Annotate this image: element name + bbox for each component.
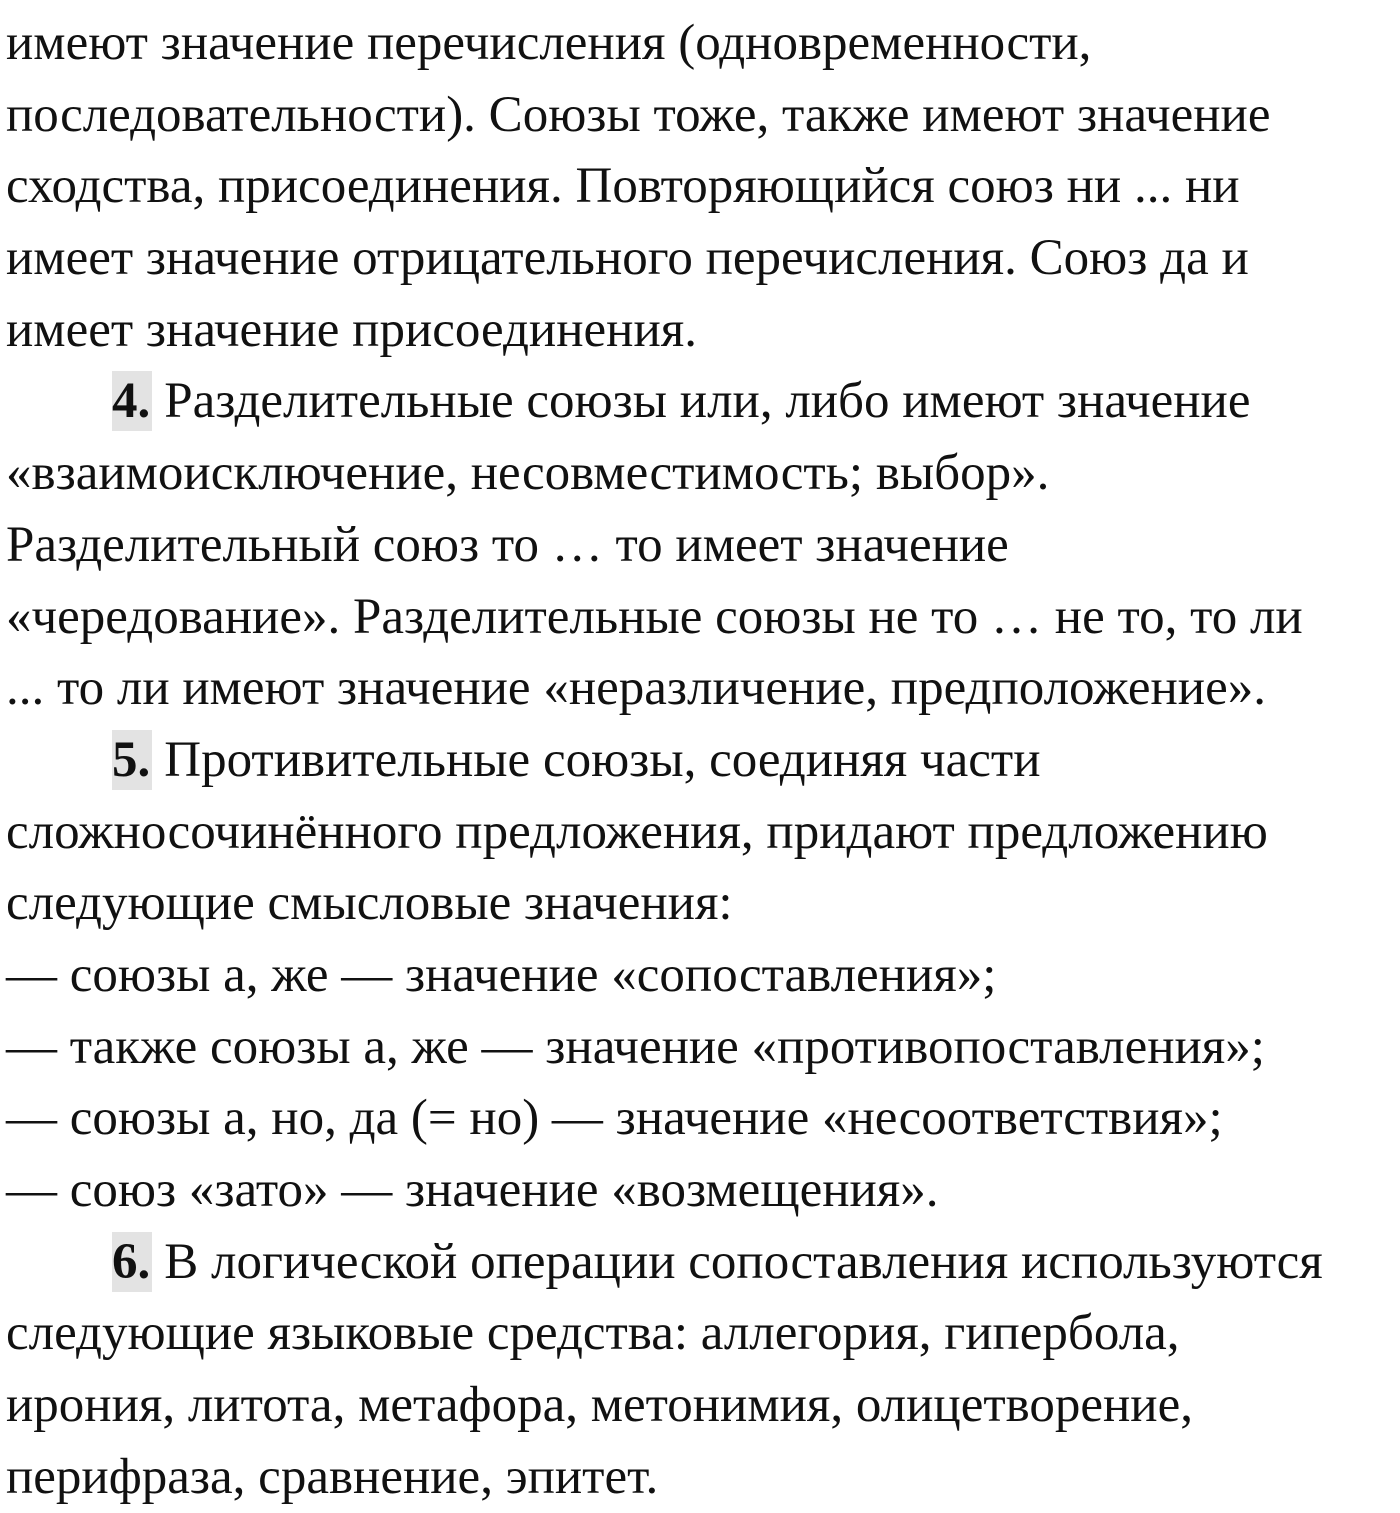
item-number-5: 5. — [112, 731, 151, 788]
text-line: последовательности). Союзы тоже, также имеют значение — [6, 86, 1271, 143]
text-line: «чередование». Разделительные союзы не то … не то, то ли — [6, 588, 1303, 645]
text-line: имеет значение отрицательного перечисления. Союз да и — [6, 230, 1249, 287]
text-line: В логической операции сопоставления используются — [164, 1233, 1323, 1290]
text-line: перифраза, сравнение, эпитет. — [6, 1448, 659, 1505]
list-item: — также союзы а, же — значение «противопоставления»; — [6, 1018, 1265, 1075]
paragraph-6-first-line — [6, 1227, 1400, 1299]
text-line: Разделительный союз то … то имеет значение — [6, 516, 1009, 573]
text-line: следующие смысловые значения: — [6, 875, 733, 932]
paragraph-4-first-line — [6, 366, 1400, 438]
item-number-4: 4. — [112, 373, 151, 430]
text-line: «взаимоисключение, несовместимость; выбор». — [6, 445, 1050, 502]
list-item: — союзы а, но, да (= но) — значение «несоответствия»; — [6, 1090, 1223, 1147]
text-line: имеют значение перечисления (одновременности, — [6, 15, 1092, 71]
text-line: ... то ли имеют значение «неразличение, предположение». — [6, 660, 1266, 717]
list-item: — союз «зато» — значение «возмещения». — [6, 1162, 939, 1218]
text-line: следующие языковые средства: аллегория, гипербола, — [6, 1305, 1180, 1362]
text-line: Разделительные союзы или, либо имеют значение — [164, 373, 1251, 430]
list-item: — союзы а, же — значение «сопоставления»; — [6, 946, 997, 1003]
item-number-6: 6. — [112, 1233, 151, 1290]
text-line: сложносочинённого предложения, придают предложению — [6, 803, 1268, 860]
text-line: сходства, присоединения. Повторяющийся союз ни ... ни — [6, 158, 1240, 215]
paragraph-5-first-line — [6, 725, 1400, 797]
text-line: Противительные союзы, соединяя части — [164, 731, 1041, 788]
text-line: ирония, литота, метафора, метонимия, олицетворение, — [6, 1377, 1193, 1434]
document-page — [6, 8, 1400, 1513]
text-line: имеет значение присоединения. — [6, 301, 697, 358]
